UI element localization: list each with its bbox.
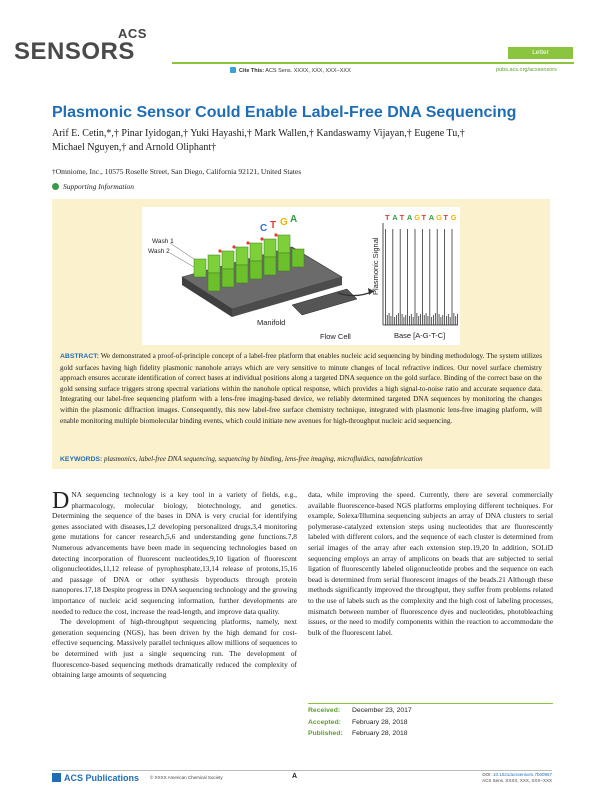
manifold-well <box>292 249 304 267</box>
sequence-letter: T <box>421 213 427 222</box>
abstract-body: We demonstrated a proof-of-principle concept of a label-free platform that enables nucleic acid sequencing by binding methodology. The system utilizes gold surfaces having high fidelity plasmonic nanohole arrays which are very sensitive to minute changes of local refractive indices. Our novel surface chemistry approach ensures accurate identification of correct bases at individual positions along a targeted DNA sequence on the gold surface. Binding of the correct base on the gold sensing surface triggers strong spectral variations within the nanohole optical response, which provides a high signal-to-noise ratio and accurate sequence data. Integrating our label-free sequencing platform with a lens-free imaging-based device, we reliably determined targeted DNA sequences by monitoring the changes within the plasmonic diffraction images. Consequently, this new label-free surface chemistry technique, integrated with plasmonic lens-free imaging platform, will enable monitoring multiple biomolecular binding events, which could initiate new avenues for high-throughput nucleic acid sequencing. <box>60 352 542 425</box>
signal-bar <box>452 229 453 325</box>
journal-logo <box>14 26 164 76</box>
wash-2-label: Wash 2 <box>148 248 170 255</box>
wash-leader-1 <box>170 243 194 259</box>
signal-bar <box>455 316 456 325</box>
published-label: Published: <box>308 730 343 737</box>
paragraph-1-text: NA sequencing technology is a key tool in a variety of fields, e.g., pharmacology, molecular biology, biotechnology, and genetics. Determining the sequence of the bases in DNA is very crucial for identifying genes associated with diseases,1,2 developing personalized drugs,3,4 monitoring gene mutations for cancer research,5,6 and understanding gene functions.7,8 Numerous advancements have been made in sequencing technologies based on detecting incorporation of fluorescent nucleotides,9,10 ligation of fluorescent oligonucleotides,11,12 release of pyrophosphate,13,14 release of protons,15,16 and passage of DNA or other synthesis byproducts through protein nanopores.17,18 Despite progress in DNA sequencing technology and the growing importance of nucleic acid sequencing information, further developments are needed to reduce the cost, increase the read-length, and improve data quality. <box>52 490 297 616</box>
article-dates <box>308 703 553 742</box>
toc-figure <box>142 207 460 345</box>
signal-bar <box>400 229 401 325</box>
sequence-letter: G <box>414 213 421 222</box>
signal-bar <box>457 314 458 325</box>
page-number: A <box>292 773 298 780</box>
base-letter: C <box>260 223 268 234</box>
paragraph-1 <box>52 490 297 617</box>
cite-icon <box>230 67 236 73</box>
manifold-well <box>236 265 248 283</box>
doi-label: DOI: <box>482 772 492 777</box>
abstract-box <box>52 199 550 469</box>
sequence-letters <box>385 213 457 222</box>
sequence-letter: G <box>436 213 442 222</box>
journal-url-link[interactable]: pubs.acs.org/acssensors <box>496 67 557 73</box>
sequence-letter: A <box>406 213 413 222</box>
manifold-well <box>264 239 276 257</box>
sample-droplet <box>246 241 249 244</box>
manifold-well <box>222 251 234 269</box>
sample-droplet <box>274 233 277 236</box>
signal-bar <box>435 313 436 325</box>
manifold-well <box>208 255 220 273</box>
signal-bar <box>453 313 454 325</box>
author-list <box>52 127 552 155</box>
signal-bar <box>420 314 421 325</box>
manifold-well <box>250 261 262 279</box>
manifold-well <box>222 269 234 287</box>
body-column-left <box>52 490 297 681</box>
manifold-well <box>278 253 290 271</box>
paragraph-2-text: The development of high-throughput sequencing platforms, namely, next generation sequencing (NGS), has been driven by the high demand for cost-effective sequencing. Massively parallel techniques allow millions of sequences to be determined with just a single sequencing run. The development of fluorescence-based sequencing methods dramatically reduced the complexity of obtaining large amounts of sequencing <box>52 617 297 680</box>
signal-bar <box>404 317 405 325</box>
abstract-label: ABSTRACT: <box>60 353 99 360</box>
supporting-info-label: Supporting Information <box>63 182 135 191</box>
logo-sensors-text: SENSORS <box>14 38 135 65</box>
signal-bar <box>415 229 416 325</box>
signal-bar <box>409 316 410 325</box>
sequence-letter: T <box>399 213 405 222</box>
sample-droplet <box>232 245 235 248</box>
signal-bar <box>391 316 392 325</box>
published-row <box>308 730 553 742</box>
drop-cap: D <box>52 488 70 514</box>
signal-bar <box>407 229 408 325</box>
keywords-label: KEYWORDS: <box>60 456 103 463</box>
signal-bar <box>439 314 440 325</box>
manifold-well <box>250 243 262 261</box>
signal-bar <box>433 315 434 325</box>
signal-bar <box>441 317 442 325</box>
manifold-well <box>264 257 276 275</box>
signal-bar <box>450 317 451 325</box>
x-axis-label: Base [A-G-T-C] <box>394 331 446 340</box>
abstract-text <box>60 351 542 426</box>
accepted-label: Accepted: <box>308 718 341 726</box>
logo-acs-text: ACS <box>118 26 147 41</box>
sequence-letter: G <box>450 213 457 222</box>
cite-text: ACS Sens. XXXX, XXX, XXX−XXX <box>265 68 351 74</box>
received-label: Received: <box>308 707 341 714</box>
accepted-row <box>308 719 553 731</box>
signal-bar <box>418 316 419 325</box>
article-type-badge: Letter <box>508 47 573 59</box>
base-letter: G <box>280 217 288 228</box>
signal-bar <box>396 315 397 325</box>
sequence-letter: T <box>385 213 390 222</box>
manifold-well <box>208 273 220 291</box>
signal-bar <box>394 317 395 325</box>
signal-bar <box>392 229 393 325</box>
article-title: Plasmonic Sensor Could Enable Label-Free DNA Sequencing <box>52 104 517 121</box>
signal-bar <box>442 315 443 325</box>
published-date: February 28, 2018 <box>352 730 408 737</box>
flow-cell-label: Flow Cell <box>320 332 351 341</box>
signal-bars <box>385 229 458 325</box>
supporting-info-link[interactable] <box>52 182 134 191</box>
signal-bar <box>411 314 412 325</box>
sequence-letter: A <box>392 213 398 222</box>
keywords-list: plasmonics, label-free DNA sequencing, sequencing by binding, lens-free imaging, microfluidics, nanofabrication <box>104 455 423 463</box>
manifold-well <box>194 259 206 277</box>
authors-line-2: Michael Nguyen,† and Arnold Oliphant† <box>52 142 217 153</box>
signal-bar <box>387 315 388 325</box>
signal-bar <box>426 313 427 325</box>
signal-bar <box>385 229 386 325</box>
base-letters <box>260 214 297 234</box>
body-column-right <box>308 490 553 638</box>
signal-bar <box>437 229 438 325</box>
signal-bar <box>416 313 417 325</box>
signal-bar <box>448 314 449 325</box>
manifold-label: Manifold <box>257 318 286 327</box>
accepted-date: February 28, 2018 <box>352 718 408 726</box>
signal-bar <box>431 317 432 325</box>
signal-bar <box>389 313 390 325</box>
sample-droplet <box>260 237 263 240</box>
acs-logo-icon <box>52 773 61 782</box>
wash-1-label: Wash 1 <box>152 238 174 245</box>
signal-bar <box>429 229 430 325</box>
sequence-letter: A <box>428 213 435 222</box>
chip-illustration <box>148 214 374 341</box>
paragraph-3-text: data, while improving the speed. Currently, there are several commercially available fluorescence-based NGS platforms employing different techniques. For example, Solexa/Illumina sequencing subjects an array of DNA clusters to serial polymerase-catalyzed extension steps using nucleotides that are fluorescently labeled with different colors, and the sequence of each cluster is determined from serial images of the array after each extension step.19,20 In addition, SOLiD sequencing employs an array of amplicons on beads that are subjected to serial ligation of fluorescently labeled oligonucleotide probes and the sequence on each bead is determined from serial fluorescent images of the beads.21 Although these methods significantly improved the throughput, they suffer from problems related to the use of labels such as the complexity and the high cost of labeling processes, mismatch between number of fluorescence dyes and nucleotides, photobleaching issues, or the need to modify components within the reaction to accommodate the bulk of the fluorescent label. <box>308 490 553 637</box>
signal-bar <box>422 229 423 325</box>
signal-plot <box>371 213 458 340</box>
signal-bar <box>424 315 425 325</box>
paragraph-2 <box>52 617 297 681</box>
footer-citation: ACS Sens. XXXX, XXX, XXX−XXX <box>482 778 552 783</box>
doi-block <box>456 772 552 784</box>
paragraph-3 <box>308 490 553 638</box>
sequence-letter: T <box>443 213 448 222</box>
manifold-well <box>278 235 290 253</box>
keywords <box>60 455 542 463</box>
manifold-well <box>236 247 248 265</box>
signal-bar <box>413 317 414 325</box>
footer-divider <box>52 770 552 771</box>
cite-this-link[interactable] <box>230 67 351 74</box>
doi-link[interactable]: 10.1021/acssensors.7b00957 <box>492 772 552 777</box>
signal-bar <box>444 229 445 325</box>
header-divider <box>172 62 574 64</box>
copyright: © XXXX American Chemical Society <box>150 775 223 780</box>
signal-bar <box>428 316 429 325</box>
signal-bar <box>446 316 447 325</box>
received-row <box>308 707 553 719</box>
base-letter: A <box>290 214 298 225</box>
publisher-name: ACS Publications <box>64 773 140 783</box>
received-date: December 23, 2017 <box>352 707 412 714</box>
signal-bar <box>402 314 403 325</box>
sample-droplet <box>218 249 221 252</box>
authors-line-1: Arif E. Cetin,*,† Pinar Iyidogan,† Yuki Hayashi,† Mark Wallen,† Kandaswamy Vijayan,† Eugene Tu,† <box>52 128 465 139</box>
y-axis-label: Plasmonic Signal <box>371 237 380 295</box>
signal-bar <box>405 315 406 325</box>
signal-bar <box>398 313 399 325</box>
wash-leader-2 <box>170 253 194 267</box>
cite-label: Cite This: <box>239 68 265 74</box>
supporting-info-icon <box>52 183 59 190</box>
base-letter: T <box>270 220 277 231</box>
acs-publications-logo[interactable] <box>52 773 139 783</box>
affiliation: †Omniome, Inc., 10575 Roselle Street, San Diego, California 92121, United States <box>52 167 302 176</box>
